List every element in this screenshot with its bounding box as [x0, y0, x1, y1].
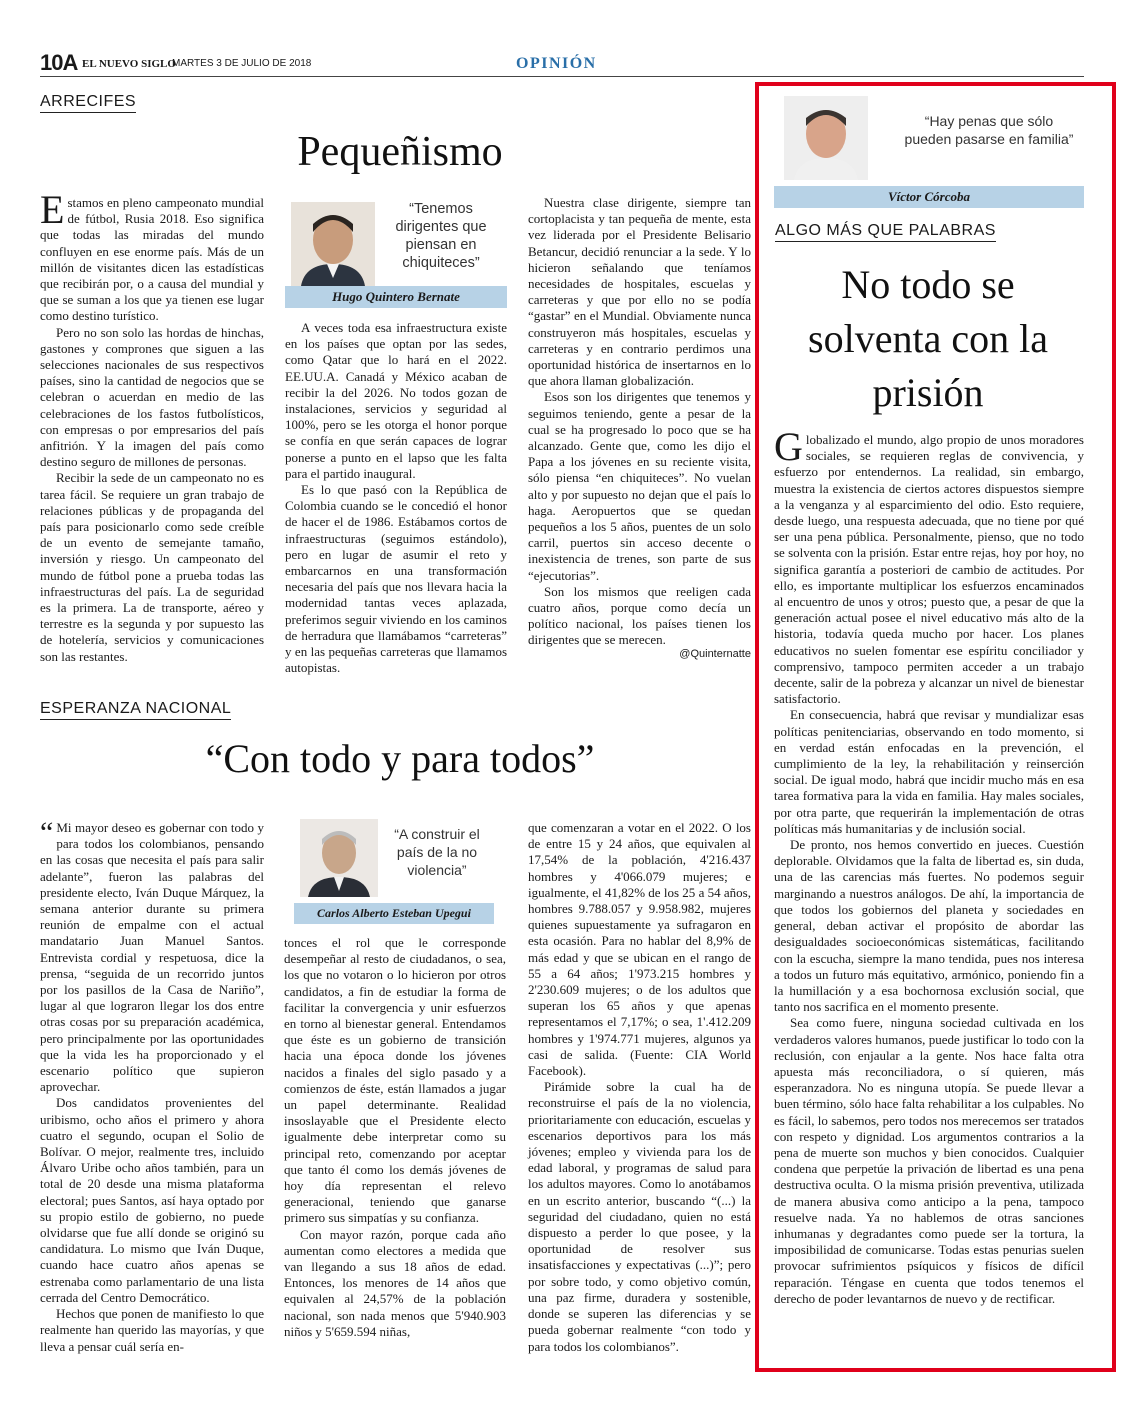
article1-col1-paragraph: Recibir la sede de un campeonato no es tarea fácil. Se requiere un gran trabajo de relaciones públicas y de propaganda del país para posicionarlo como sede creíble de un evento de semejante tamaño, inversión y riesgo. Un campeonato del mundo de fútbol pone a prueba todas las infraestructuras del país. La de seguridad es la primera. La de transporte, aéreo y terrestre es la segunda y por supuesto las de hotelería, servicios y comunicaciones son las restantes.: [40, 470, 264, 664]
article2-col1-paragraph: Hechos que ponen de manifiesto lo que realmente han querido las mayorías, y que lleva a pensar cuál sería en-: [40, 1306, 264, 1354]
paper-name: EL NUEVO SIGLO: [82, 58, 176, 70]
article3-title: No todo se solventa con la prisión: [808, 262, 1048, 415]
article1-col2-paragraph: A veces toda esa infraestructura existe en los países que optan por las sedes, como Qatar que lo hará en el 2022. EE.UU.A. Canadá y México acaban de recibir la del 2026. No todos gozan de instalaciones, servicios y seguridad al 100%, pero se les otorga el honor porque se confía en que serán capaces de lograr ponerse a punto en el lapso que les falta para el partido inaugural.: [285, 320, 507, 481]
article2-author-name: Carlos Alberto Esteban Upegui: [294, 903, 494, 924]
article1-column-3: [528, 195, 751, 648]
article1-col2-paragraph: Es lo que pasó con la República de Colombia cuando se le concedió el honor de hacer el de 1986. Estábamos cortos de infraestructuras (seguimos estándolo), pero en lugar de asumir el reto y embarcarnos en una transformación necesaria del país que nos llevara hacia la modernidad tantas veces aplazada, preferimos seguir viviendo en los caminos de herradura que llamábamos “carreteras” y en las pequeñas carreteras que llamamos autopistas.: [285, 482, 507, 676]
issue-date: MARTES 3 DE JULIO DE 2018: [172, 58, 312, 69]
article1-col1-paragraph: stamos en pleno campeonato mundial de fútbol, Rusia 2018. Eso significa que todas las miradas del mundo confluyen en ese enorme país. Más de un millón de visitantes dicen las estadísticas que recibirán por, o a causa del mundial y que se suman a los que ya tienen ese lugar como destino turístico.: [40, 195, 264, 324]
author-portrait-avatar: [289, 200, 373, 284]
article1-twitter-handle: @Quinternatte: [679, 648, 751, 660]
header-rule: [40, 76, 1084, 77]
article2-author-box: [294, 815, 494, 927]
article3-pull-quote: “Hay penas que sólo pueden pasarse en familia”: [904, 113, 1074, 147]
article2-col1-paragraph: Dos candidatos provenientes del uribismo, ocho años el primero y ahora cuatro el segundo, ocupan el Solio de Bolívar. O mejor, realmente tres, incluido Álvaro Uribe ocho años también, para un total de 20 desde una misma plataforma electoral; pues Santos, así haya optado por su propio estilo de gobierno, no puede olvidarse que fue allí donde se originó su candidatura. Lo mismo que Iván Duque, cuando hace cuatro años apenas se estrenaba como parlamentario de una lista cerrada del Centro Democrático.: [40, 1095, 264, 1305]
article1-col3-paragraph: Nuestra clase dirigente, siempre tan cortoplacista y tan pequeña de mente, esta vez liderada por el Presidente Belisario Betancur, decidió renunciar a la sede. Y lo hicieron señalando que teníamos necesidades de hospitales, escuelas y carreteras y que por ello no se podía “gastar” en el Mundial. Obviamente nunca construyeron más hospitales, escuelas y carreteras y en contrario perdimos una oportunidad histórica de insertarnos en lo que ahora llaman globalización.: [528, 195, 751, 389]
article3-kicker: ALGO MÁS QUE PALABRAS: [775, 222, 996, 242]
article2-col2-paragraph: tonces el rol que le corresponde desempeñar al resto de ciudadanos, o sea, los que no votaron o lo hicieron por otros candidatos, a fin de estudiar la forma de facilitar la convergencia y unir esfuerzos en torno al bienestar general. Entendamos que éste es un gobierno de transición hacia una época donde los jóvenes nacidos a finales del siglo pasado y a comienzos de éste, están llamados a jugar un papel determinante. Realidad insoslayable que el Presidente electo igualmente debe interpretar como su principal reto, comenzando por aceptar que tanto él como los demás jóvenes de hoy día representan el relevo generacional, teniendo que ganarse primero sus simpatías y su confianza.: [284, 935, 506, 1226]
article3-column: [774, 424, 1084, 1357]
article1-dropcap: E: [40, 187, 65, 232]
article1-col1-paragraph: Pero no son solo las hordas de hinchas, gastones y comprones que siguen a las selecciones nacionales de sus respectivos países, sino la cantidad de negocios que se celebran o acuerdan en medio de las celebraciones de los fastos futbolísticos, con empresas o por empresarios del país anfitrión. Y la imagen del país como destino seguro de millones de personas.: [40, 324, 264, 470]
article3-dropcap: G: [774, 424, 803, 469]
article3-author-box: [774, 90, 1084, 210]
article2-column-3: [528, 820, 751, 1360]
article1-author-box: [285, 194, 507, 310]
article1-col3-paragraph: Esos son los dirigentes que tenemos y seguimos teniendo, gente a pesar de la cual se ha progresado lo poco que se ha alcanzado. Gente que, como les dijo el Papa a los jóvenes en su reciente visita, sólo piensa “en chiquiteces”. No vuelan alto y por supuesto no dejan que el país lo haga. Aeropuertos que se quedan pequeños a los 5 años, puentes de un solo carril, puertos sin acceso decente o inexistencia de trenes, son parte de sus “ejecutorias”.: [528, 389, 751, 583]
author-portrait-avatar: [782, 94, 866, 178]
article1-col3-paragraph: Son los mismos que reeligen cada cuatro años, porque como decía un político nacional, los países tienen los dirigentes que se merecen.: [528, 583, 751, 648]
article3-paragraph: De pronto, nos hemos convertido en jueces. Cuestión deplorable. Olvidamos que la falta de libertad es, sin duda, una de las carencias más fuertes. No podemos seguir marginando a nuestros análogos. De ahí, la importancia de que todos los gobiernos del planeta y sociedades en general, deban activar el propósito de abordar las desigualdades socioeconómicas sistemáticas, facilitando con la escucha, siempre la mano tendida, pues nos interesa a todos un futuro más equitativo, armónico, poniendo fin a la humillación y a esa bochornosa exclusión social, que tanto nos sacrifica en el momento presente.: [774, 837, 1084, 1015]
article2-pull-quote: “A construir el país de la no violencia”: [394, 826, 480, 878]
author-portrait-avatar: [298, 817, 376, 895]
article3-paragraph: lobalizado el mundo, algo propio de unos moradores sociales, se requieren reglas de convivencia, y esfuerzo por entendernos. La realidad, sin embargo, muestra la existencia de ciertos actores dispuestos siempre a la venganza y al esparcimiento del odio. Esto requiere, desde luego, una respuesta adecuada, que no tiene por qué ser una pena pública. Personalmente, pienso, que no todo se solventa con la prisión. Estar entre rejas, hoy por hoy, no significa garantía a posteriori de cambio de actitudes. Por ello, es importante multiplicar los esfuerzos encaminados al encuentro de unos y otros; puesto que, a pesar de que la generación actual posee el nivel educativo más alto de la historia, todavía queda mucho por hacer. Los planes educativos no suelen fomentar ese espíritu conciliador y comprensivo, tampoco permiten acceder a un trabajo decente, salir de la pobreza y alcanzar un nivel de bienestar satisfactorio.: [774, 432, 1084, 707]
page-number: 10A: [40, 50, 78, 75]
article2-kicker: ESPERANZA NACIONAL: [40, 700, 231, 720]
article1-column-2: [285, 320, 507, 676]
article1-column-1: [40, 187, 264, 665]
article1-kicker: ARRECIFES: [40, 93, 136, 113]
article3-paragraph: En consecuencia, habrá que revisar y mundializar esas políticas penitenciarias, observando en todo momento, si en verdad están enfocadas en la prevención, el cumplimiento de la ley, la rehabilitación y reinserción social. De igual modo, habrá que incidir mucho más en esa tarea formativa para la vida en familia. Hay males sociales, por otra parte, que requerirán la implementación de otras políticas más humanitarias y de inclusión social.: [774, 707, 1084, 836]
article3-paragraph: Sea como fuere, ninguna sociedad cultivada en los verdaderos valores humanos, puede justificar lo todo con la reclusión, con enjaular a la gente. Nos hace falta otra apuesta más reconciliadora, o sí quieren, más esperanzadora. No es ninguna utopía. Se puede llevar a buen término, sólo hace falta rehabilitar a los culpables. No es fácil, lo sabemos, pero todos nos merecemos ser tratados con respeto y dignidad. Los argumentos contrarios a la pena de muerte son muchos y bien conocidos. Cualquier condena que perpetúe la privación de libertad es una pena destructiva oculta. O la misma prisión preventiva, utilizada de manera abusiva como anticipo a la pena, tampoco resuelve nada. Ya no hablemos de otras sanciones inhumanas y degradantes como puede ser la tortura, la imposibilidad de comunicarse. Todas estas penurias suelen provocar sufrimientos psíquicos y físicos de difícil reparación. Téngase en cuenta que todos tenemos el derecho de poder levantarnos de nuevo y de rectificar.: [774, 1015, 1084, 1306]
article2-col2-paragraph: Con mayor razón, porque cada año aumentan como electores a medida que van llegando a sus 18 años de edad. Entonces, los menores de 14 años que equivalen al 24,57% de la población nacional, son nada menos que 5'940.903 niños y 5'659.594 niñas,: [284, 1226, 506, 1339]
article2-column-2: [284, 935, 506, 1360]
article2-col1-paragraph: Mi mayor deseo es gobernar con todo y para todos los colombianos, pensando en las cosas que necesita el país para salir adelante”, fueron las palabras del presidente electo, Iván Duque Márquez, la semana anterior durante su primera reunión de empalme con el actual mandatario Juan Manuel Santos. Entrevista cordial y respetuosa, dice la prensa, “seguida de un recorrido juntos por los pasillos de la Casa de Nariño”, lugar al que lograron llegar los dos entre otras cosas por su preparación académica, pero principalmente por las oportunidades que la vida les ha proporcionado y el escenario político que supieron aprovechar.: [40, 820, 264, 1095]
article1-pull-quote: “Tenemos dirigentes que piensan en chiquiteces”: [395, 201, 487, 271]
article2-title: “Con todo y para todos”: [205, 736, 595, 781]
article1-author-name: Hugo Quintero Bernate: [285, 286, 507, 308]
article2-column-1: [40, 816, 264, 1360]
article1-title: Pequeñismo: [297, 129, 503, 175]
section-title: OPINIÓN: [516, 55, 597, 72]
article2-col3-paragraph: Pirámide sobre la cual ha de reconstruirse el país de la no violencia, prioritariamente con educación, escuelas y escenarios deportivos para los más jóvenes; empleo y vivienda para los de edad laboral, y programas de salud para los adultos mayores. Como lo anotábamos en un escrito anterior, buscando “(...) la seguridad del ciudadano, quien no está dispuesto a perder lo que posee, y la oportunidad de resolver sus insatisfacciones y expectativas (...)”; pero por sobre todo, y como objetivo común, una paz firme, duradera y sostenible, donde se superen las diferencias y se pueda gobernar realmente “con todo y para todos los colombianos”.: [528, 1079, 751, 1354]
article2-col3-paragraph: que comenzaran a votar en el 2022. O los de entre 15 y 24 años, que equivalen al 17,54% de la población, 4'216.437 hombres y 4'066.079 mujeres; e igualmente, el 41,82% de los 25 a 54 años, hombres 9.788.057 y 9.958.982, mujeres quienes supuestamente ya sufragaron en esta ocasión. Para no hablar del 8,9% de más edad y que se ubican en el rango de 55 a 64 años; 1'973.215 hombres y 2'230.609 mujeres; o de los adultos que superan los 65 años y que apenas representamos el 7,17%; o sea, 1'.412.209 hombres y 1'974.771 mujeres, algunos ya casi de salida. (Fuente: CIA World Facebook).: [528, 820, 751, 1079]
article2-dropcap: “: [40, 816, 54, 849]
article3-author-name: Víctor Córcoba: [774, 186, 1084, 208]
